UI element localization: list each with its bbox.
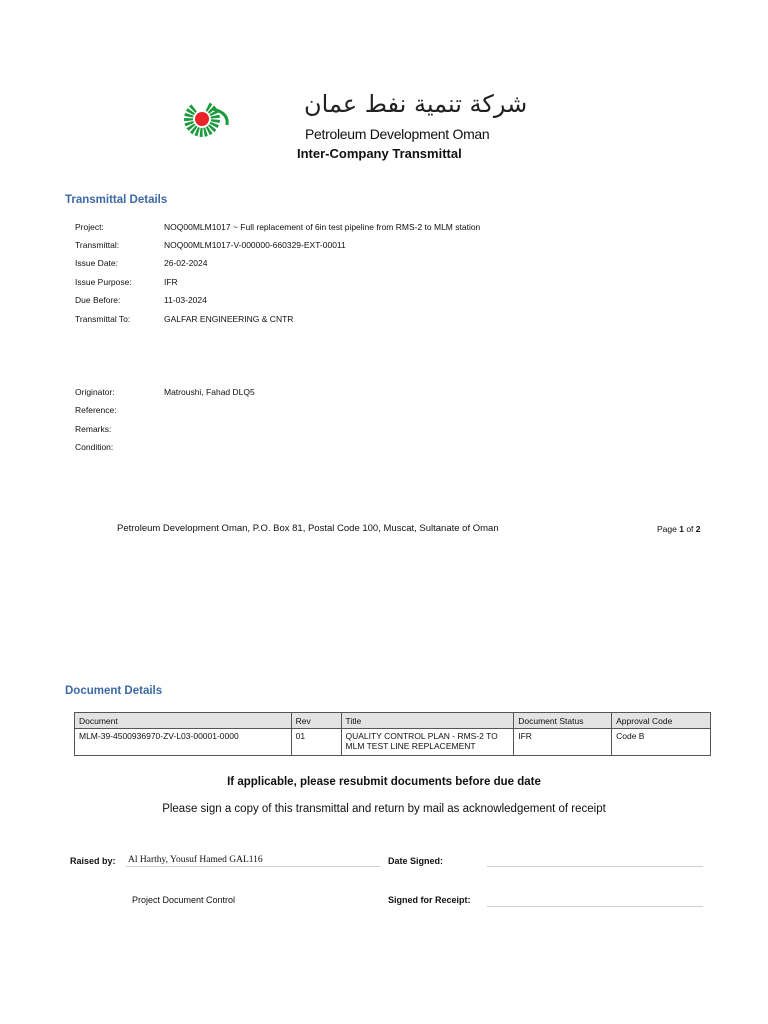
column-header-title: Title xyxy=(341,713,514,729)
transmittal-value: NOQ00MLM1017-V-000000-660329-EXT-00011 xyxy=(164,240,346,250)
page-prefix: Page xyxy=(657,524,680,534)
cell-document: MLM-39-4500936970-ZV-L03-00001-0000 xyxy=(75,729,292,756)
due-before-label: Due Before: xyxy=(75,295,121,305)
raised-by-line xyxy=(126,866,380,867)
transmittal-to-value: GALFAR ENGINEERING & CNTR xyxy=(164,314,294,324)
page-of: of xyxy=(683,524,696,534)
documents-table xyxy=(74,712,711,756)
originator-label: Originator: xyxy=(75,387,115,397)
signed-for-receipt-label: Signed for Receipt: xyxy=(388,895,471,905)
condition-label: Condition: xyxy=(75,442,114,452)
date-signed-line xyxy=(487,866,703,867)
cell-approval-code: Code B xyxy=(612,729,711,756)
column-header-rev: Rev xyxy=(291,713,341,729)
issue-date-value: 26-02-2024 xyxy=(164,258,208,268)
issue-date-label: Issue Date: xyxy=(75,258,118,268)
cell-title: QUALITY CONTROL PLAN - RMS-2 TO MLM TEST LINE REPLACEMENT xyxy=(341,729,514,756)
issue-purpose-label: Issue Purpose: xyxy=(75,277,132,287)
project-document-control: Project Document Control xyxy=(132,895,236,905)
page-title: Inter-Company Transmittal xyxy=(297,146,462,161)
cell-rev: 01 xyxy=(291,729,341,756)
project-value: NOQ00MLM1017 ~ Full replacement of 6in test pipeline from RMS-2 to MLM station xyxy=(164,222,481,232)
cell-status: IFR xyxy=(514,729,612,756)
column-header-document: Document xyxy=(75,713,292,729)
page-current: 1 xyxy=(679,524,684,534)
column-header-status: Document Status xyxy=(514,713,612,729)
footer-address: Petroleum Development Oman, P.O. Box 81, Postal Code 100, Muscat, Sultanate of Oman xyxy=(117,523,499,534)
table-header-row xyxy=(75,713,711,729)
project-label: Project: xyxy=(75,222,104,232)
transmittal-label: Transmittal: xyxy=(75,240,120,250)
issue-purpose-value: IFR xyxy=(164,277,178,287)
column-header-approval-code: Approval Code xyxy=(612,713,711,729)
pdo-logo xyxy=(183,99,231,139)
transmittal-details-heading: Transmittal Details xyxy=(65,194,168,206)
raised-by-label: Raised by: xyxy=(70,856,116,866)
reference-label: Reference: xyxy=(75,405,117,415)
arabic-company-name: شركة تنمية نفط عمان xyxy=(304,90,528,118)
document-details-heading: Document Details xyxy=(65,685,163,697)
due-before-value: 11-03-2024 xyxy=(164,295,207,305)
remarks-label: Remarks: xyxy=(75,424,112,434)
signed-for-receipt-line xyxy=(487,906,703,907)
originator-value: Matroushi, Fahad DLQ5 xyxy=(164,387,255,397)
page-total: 2 xyxy=(695,524,701,534)
page-number xyxy=(657,524,701,534)
transmittal-to-label: Transmittal To: xyxy=(75,314,131,324)
date-signed-label: Date Signed: xyxy=(388,856,444,866)
raised-by-name: Al Harthy, Yousuf Hamed GAL116 xyxy=(128,855,263,865)
resubmit-note: If applicable, please resubmit documents before due date xyxy=(227,776,541,788)
table-row xyxy=(75,729,711,756)
sign-copy-note: Please sign a copy of this transmittal and return by mail as acknowledgement of receipt xyxy=(162,803,606,815)
company-name: Petroleum Development Oman xyxy=(305,126,490,142)
